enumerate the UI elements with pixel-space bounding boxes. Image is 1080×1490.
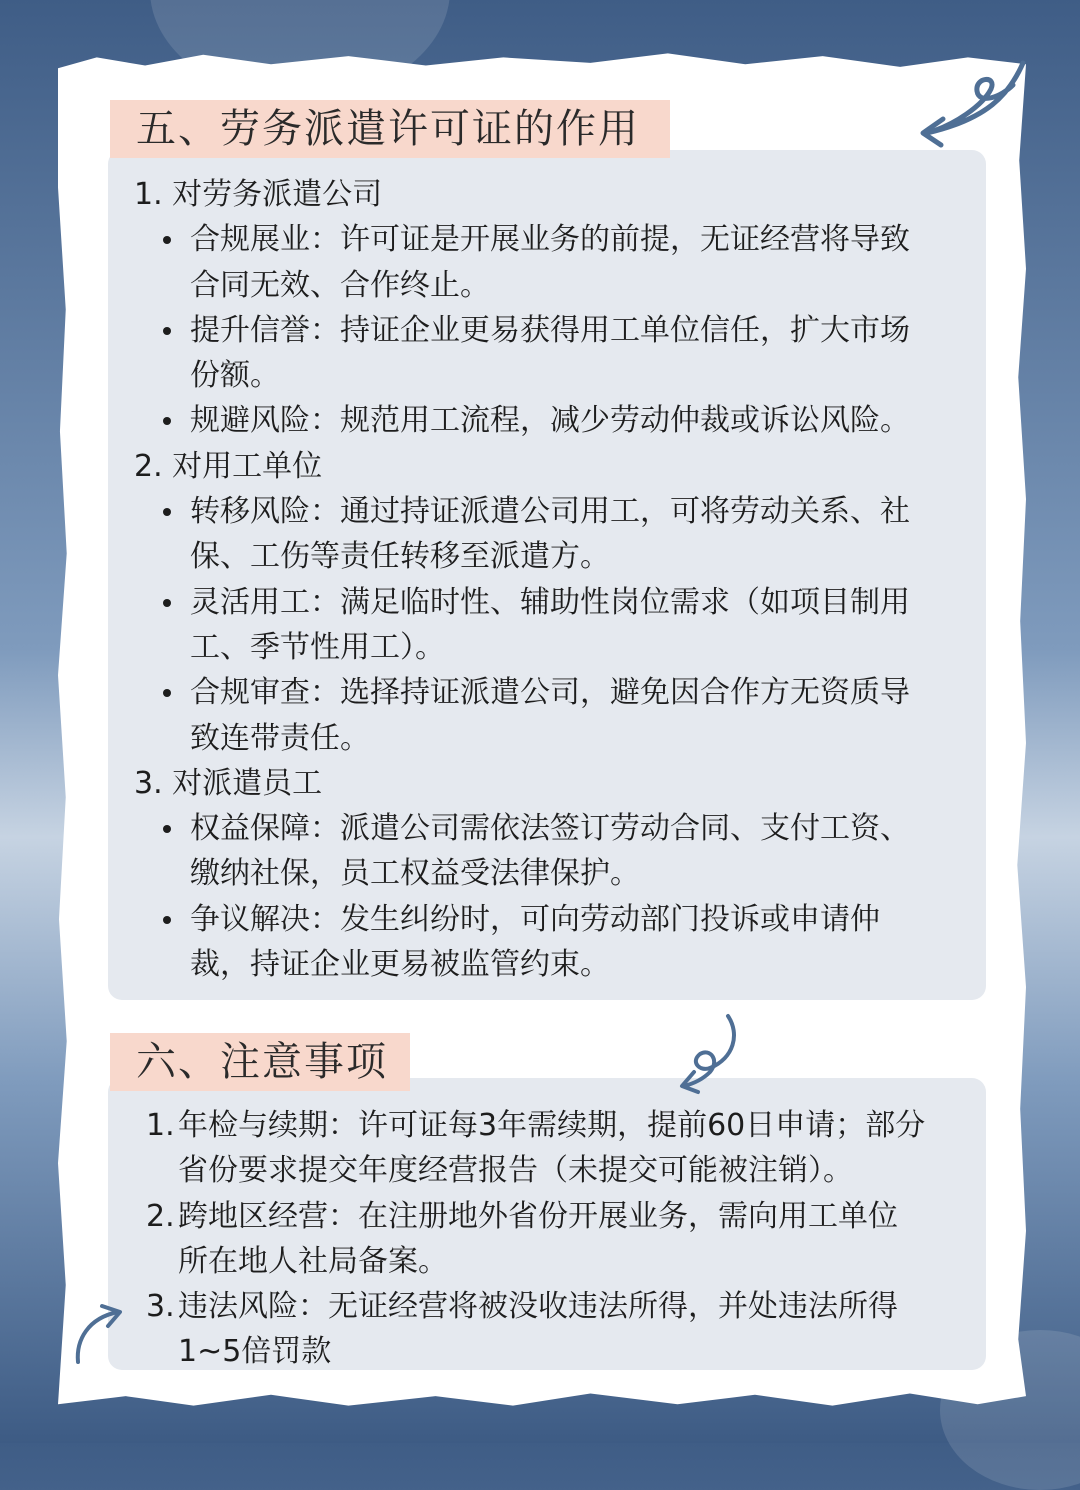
bullet-item (134, 670, 974, 761)
note-item (146, 1194, 976, 1285)
group-heading: 3. 对派遣员工 (134, 765, 323, 801)
note-item (146, 1103, 976, 1194)
bullet-line: 合规展业：许可证是开展业务的前提，无证经营将导致 (190, 222, 910, 258)
group-heading: 2. 对用工单位 (134, 448, 323, 484)
bullet-line: 缴纳社保，员工权益受法律保护。 (190, 856, 640, 892)
curly-arrow-icon (905, 55, 1030, 150)
section6-title: 六、注意事项 (110, 1033, 410, 1091)
bullet-line: 保、工伤等责任转移至派遣方。 (190, 539, 610, 575)
note-number: 2. (146, 1198, 175, 1234)
curly-arrow-icon (670, 1010, 750, 1095)
section5-title: 五、劳务派遣许可证的作用 (110, 100, 670, 158)
note-number: 3. (146, 1289, 175, 1325)
bullet-item (134, 489, 974, 580)
bullet-line: 合同无效、合作终止。 (190, 267, 490, 303)
bullet-line: 争议解决：发生纠纷时，可向劳动部门投诉或申请仲 (190, 901, 880, 937)
bullet-line: 转移风险：通过持证派遣公司用工，可将劳动关系、社 (190, 494, 910, 530)
note-item (146, 1284, 976, 1375)
note-line: 1~5倍罚款 (178, 1334, 332, 1370)
bullet-item (134, 806, 974, 897)
bullet-line: 权益保障：派遣公司需依法签订劳动合同、支付工资、 (190, 811, 910, 847)
note-number: 1. (146, 1108, 175, 1143)
bullet-item (134, 580, 974, 671)
bullet-line: 灵活用工：满足临时性、辅助性岗位需求（如项目制用 (190, 584, 910, 620)
bullet-line: 合规审查：选择持证派遣公司，避免因合作方无资质导 (190, 675, 910, 711)
bullet-item (134, 897, 974, 988)
note-line: 跨地区经营：在注册地外省份开展业务，需向用工单位 (178, 1198, 898, 1234)
curved-arrow-icon (68, 1300, 138, 1370)
bullet-line: 工、季节性用工）。 (190, 629, 445, 665)
bullet-item (134, 308, 974, 399)
bullet-line: 规避风险：规范用工流程，减少劳动仲裁或诉讼风险。 (190, 403, 910, 439)
note-line: 省份要求提交年度经营报告（未提交可能被注销）。 (178, 1153, 853, 1189)
note-line: 年检与续期：许可证每3年需续期，提前60日申请；部分 (178, 1108, 926, 1143)
bullet-item (134, 398, 974, 443)
section5-content (134, 172, 974, 987)
bullet-line: 提升信誉：持证企业更易获得用工单位信任，扩大市场 (190, 312, 910, 348)
note-line: 违法风险：无证经营将被没收违法所得，并处违法所得 (178, 1289, 898, 1325)
bullet-line: 份额。 (190, 358, 280, 394)
bullet-line: 致连带责任。 (190, 720, 370, 756)
bullet-item (134, 217, 974, 308)
section6-content (146, 1103, 976, 1375)
group-heading: 1. 对劳务派遣公司 (134, 177, 383, 212)
note-line: 所在地人社局备案。 (178, 1243, 448, 1279)
bullet-line: 裁，持证企业更易被监管约束。 (190, 947, 610, 983)
